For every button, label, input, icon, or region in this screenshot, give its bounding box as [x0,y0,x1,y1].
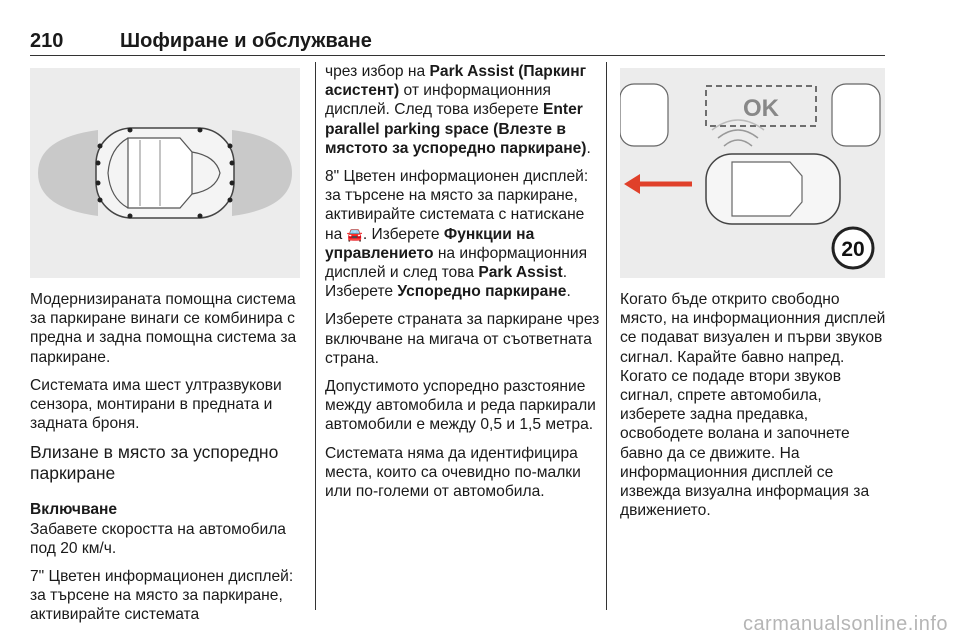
menu-driving-functions: Функции на управлението [325,225,535,262]
column-2 [325,62,600,510]
space-found-paragraph: Когато бъде открито свободно място, на информационния дисплей се подават визуален и първи звуков сигнал. Карайте бавно напред. Когато се подаде втори звуков сигнал, спрете автомобила, изберете задна предавка, освободете волана и започнете бавно да се движите. На информационния дисплей се извежда визуална информация за движението. [620,291,886,520]
parking-sensors-figure [30,68,300,278]
parking-space-illustration [620,68,885,278]
display7-paragraph: 7" Цветен информационен дисплей: за търсене на място за паркиране, активирайте системата [30,568,294,624]
menu-enter-parallel: Enter parallel parking space (Влезте в мястото за успоредно паркиране) [325,101,587,157]
figure-number-badge: 20 [841,238,865,261]
menu-park-assist-2: Park Assist [478,264,563,282]
speed-paragraph: Забавете скоростта на автомобила под 20 км/ч. [30,520,286,557]
column-divider-1 [315,62,316,610]
menu-park-assist: Park Assist (Паркинг асистент) [325,63,587,100]
section-heading: Влизане в място за успоредно паркиране [30,442,279,484]
subsection-heading: Включване [30,501,118,519]
page-title: Шофиране и обслужване [120,30,372,52]
watermark: carmanualsonline.info [742,613,948,635]
parking-space-figure [620,68,885,278]
limitations-paragraph: Системата няма да идентифицира места, които са очевидно по-малки или по-големи от автомобила. [325,444,581,501]
page-number: 210 [30,30,64,52]
display8-paragraph: 8" Цветен информационен дисплей: за търсене на място за паркиране, активирайте системата с натискане на 🚘. Изберете Функции на управлението на информационния дисплей и след това Park Assist. Изберете Успоредно паркиране. [325,168,589,301]
sensors-paragraph: Системата има шест ултразвукови сензора, монтирани в предната и задната броня. [30,376,282,433]
ok-label: OK [743,95,779,122]
page-header [30,30,885,54]
menu-parallel-parking: Успоредно паркиране [397,283,567,301]
car-icon: 🚘 [346,226,363,242]
park-assist-paragraph: чрез избор на Park Assist (Паркинг асистент) от информационния дисплей. След това изберете Enter parallel parking space (Влезте в мястото за успоредно паркиране). [325,63,591,157]
side-paragraph: Изберете страната за паркиране чрез включване на мигача от съответната страна. [325,311,600,367]
header-rule [30,55,885,56]
car-sensors-illustration [30,68,300,278]
distance-paragraph: Допустимото успоредно разстояние между автомобила и реда паркирали автомобили е между 0,5 и 1,5 метра. [325,378,596,434]
intro-paragraph: Модернизираната помощна система за паркиране винаги се комбинира с предна и задна помощна система за паркиране. [30,291,297,366]
column-divider-2 [606,62,607,610]
column-3 [620,290,888,529]
column-1 [30,290,302,634]
